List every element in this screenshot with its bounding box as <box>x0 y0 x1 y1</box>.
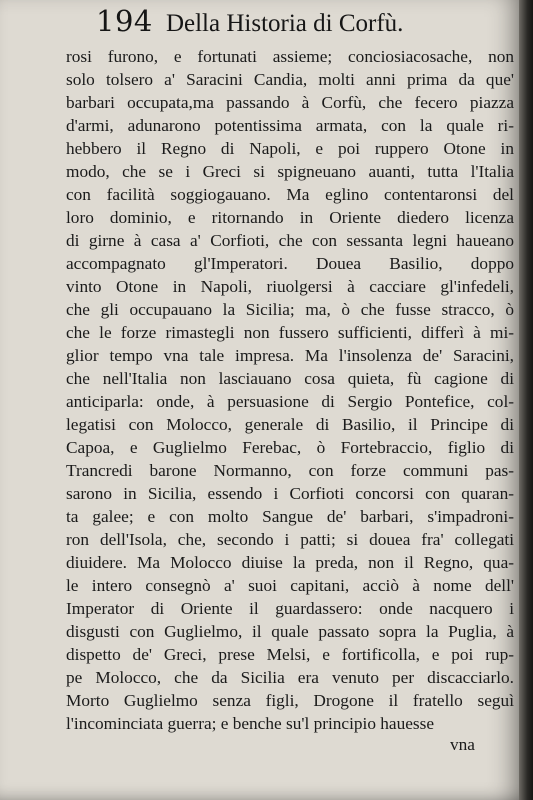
text-line: solo tolsero a' Saracini Candia, molti anni prima da que' <box>66 70 514 89</box>
text-line: glior tempo vna tale impresa. Ma l'insolenza de' Saracini, <box>66 346 514 365</box>
catchword: vna <box>450 735 475 754</box>
text-line: vinto Otone in Napoli, riuolgersi à cacciare gl'infedeli, <box>66 277 514 296</box>
text-line: barbari occupata,ma passando à Corfù, che fecero piazza <box>66 93 514 112</box>
text-line: ta galee; e con molto Sangue de' barbari, s'impadroni- <box>66 507 514 526</box>
text-line: di girne à casa a' Corfioti, che con sessanta legni haueano <box>66 231 514 250</box>
text-line: con facilità soggiogauano. Ma eglino contentaronsi del <box>66 185 514 204</box>
text-line: sarono in Sicilia, essendo i Corfioti concorsi con quaran- <box>66 484 514 503</box>
text-line: Trancredi barone Normanno, con forze communi pas- <box>66 461 514 480</box>
text-line: legatisi con Molocco, generale di Basilio, il Principe di <box>66 415 514 434</box>
page-number: 194 <box>96 4 153 38</box>
text-line: ron dell'Isola, che, secondo i patti; si douea fra' collegati <box>66 530 514 549</box>
text-line: Morto Guglielmo senza figli, Drogone il fratello seguì <box>66 691 514 710</box>
text-line: rosi furono, e fortunati assieme; conciosiacosache, non <box>66 47 514 66</box>
page-header <box>96 4 403 38</box>
text-line: diuidere. Ma Molocco diuise la preda, non il Regno, qua- <box>66 553 514 572</box>
text-line: accompagnato gl'Imperatori. Douea Basilio, doppo <box>66 254 514 273</box>
text-line: dispetto de' Greci, prese Melsi, e fortificolla, e poi rup- <box>66 645 514 664</box>
text-line: che gli occupauano la Sicilia; ma, ò che fusse stracco, ò <box>66 300 514 319</box>
text-line: hebbero il Regno di Napoli, e poi ruppero Otone in <box>66 139 514 158</box>
running-title: Della Historia di Corfù. <box>165 10 404 37</box>
text-line: loro dominio, e ritornando in Oriente diedero licenza <box>66 208 514 227</box>
text-line: che nell'Italia non lasciauano cosa quieta, fù cagione di <box>66 369 514 388</box>
text-line: pe Molocco, che da Sicilia era venuto per discacciarlo. <box>66 668 514 687</box>
text-line: modo, che se i Greci si spigneuano auanti, tutta l'Italia <box>66 162 514 181</box>
text-line: Imperator di Oriente il guardassero: onde nacquero i <box>66 599 514 618</box>
text-line: le intero consegnò a' suoi capitani, acciò à nome dell' <box>66 576 514 595</box>
text-line: Capoa, e Guglielmo Ferebac, ò Fortebraccio, figlio di <box>66 438 514 457</box>
text-line: disgusti con Guglielmo, il quale passato sopra la Puglia, à <box>66 622 514 641</box>
book-spine-shadow <box>519 0 533 800</box>
text-line: l'incominciata guerra; e benche su'l principio hauesse <box>66 714 435 733</box>
text-line: d'armi, adunarono potentissima armata, con la quale ri- <box>66 116 514 135</box>
body-text <box>66 45 514 735</box>
text-line: anticiparla: onde, à persuasione di Sergio Pontefice, col- <box>66 392 514 411</box>
text-line: che le forze rimastegli non fussero sufficienti, differì à mi- <box>66 323 514 342</box>
